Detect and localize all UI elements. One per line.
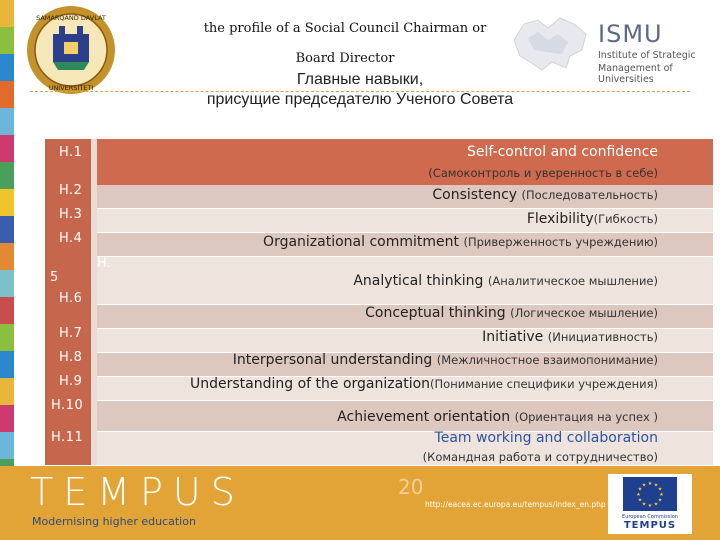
competency-ru: (Логическое мышление) (510, 306, 658, 320)
title-line-2: Board Director (295, 51, 395, 66)
competency-en: Team working and collaboration (434, 430, 658, 446)
competency-en: Conceptual thinking (365, 305, 506, 321)
competency-ru: (Ориентация на успех ) (514, 410, 658, 424)
eu-caption: European Commission (622, 514, 678, 520)
row-id: H.8 (59, 350, 83, 365)
competency-ru: (Самоконтроль и уверенность в себе) (428, 166, 658, 180)
table-row (467, 144, 658, 160)
ismu-subtitle-1: Institute of Strategic (598, 50, 696, 61)
competency-table (45, 139, 713, 465)
row-id-fragment: H. (97, 256, 111, 271)
svg-text:★: ★ (657, 497, 663, 504)
competency-en: Interpersonal understanding (232, 352, 433, 368)
svg-text:UNIVERSITETI: UNIVERSITETI (48, 84, 94, 92)
eu-flag-icon (623, 477, 677, 511)
row-id: H.3 (59, 207, 83, 222)
row-id: H.1 (59, 145, 83, 160)
table-row (482, 329, 658, 345)
competency-ru: (Приверженность учреждению) (463, 235, 658, 249)
competency-en: Self-control and confidence (466, 144, 658, 160)
competency-ru: (Гибкость) (593, 212, 658, 226)
svg-text:★: ★ (657, 486, 663, 493)
svg-text:★: ★ (636, 492, 641, 498)
svg-text:★: ★ (659, 492, 664, 498)
left-color-stripe (0, 0, 14, 540)
europe-map-icon (508, 10, 594, 76)
eu-tempus-label: TEMPUS (623, 520, 677, 531)
svg-text:★: ★ (641, 501, 647, 508)
svg-text:SAMARQAND DAVLAT: SAMARQAND DAVLAT (36, 14, 106, 22)
competency-ru: (Межличностное взаимопонимание) (436, 353, 658, 367)
competency-ru: (Последовательность) (521, 188, 658, 202)
svg-text:★: ★ (641, 482, 647, 489)
table-row (263, 234, 658, 250)
row-id: H.9 (59, 374, 83, 389)
row-id-fragment: 5 (50, 270, 59, 285)
subtitle-line-1: Главные навыки, (296, 71, 424, 88)
competency-ru: (Понимание специфики учреждения) (430, 377, 658, 391)
competency-en: Understanding of the organization (190, 376, 431, 392)
svg-text:★: ★ (637, 497, 643, 504)
svg-text:★: ★ (653, 501, 659, 508)
ismu-acronym: ISMU (598, 20, 663, 48)
competency-en: Flexibility (526, 211, 594, 227)
table-row (353, 273, 658, 289)
row-id: H.7 (59, 326, 83, 341)
competency-en: Consistency (432, 187, 518, 203)
title-line-1: the profile of a Social Council Chairman or (203, 21, 487, 36)
table-row (190, 376, 658, 392)
slide-title (190, 14, 500, 74)
table-row (233, 352, 658, 368)
subtitle-line-2: присущие председателю Ученого Совета (206, 91, 514, 108)
table-row (435, 430, 658, 446)
tempus-tagline: Modernising higher education (32, 515, 196, 528)
svg-text:★: ★ (647, 503, 653, 509)
row-id: H.4 (59, 231, 83, 246)
svg-text:★: ★ (637, 486, 643, 493)
russian-subtitle (160, 70, 560, 110)
competency-en: Organizational commitment (263, 234, 459, 250)
tempus-wordmark: TEMPUS (30, 470, 245, 514)
row-id: H.6 (59, 291, 83, 306)
competency-ru: (Аналитическое мышление) (487, 274, 658, 288)
anniversary-mark: 20 (398, 475, 424, 499)
table-row (365, 305, 658, 321)
svg-text:★: ★ (647, 481, 653, 487)
tempus-url-link[interactable]: http://eacea.ec.europa.eu/tempus/index_en.php (425, 500, 606, 509)
competency-ru: (Инициативность) (547, 330, 658, 344)
table-row (527, 211, 658, 227)
row-id: H.2 (59, 183, 83, 198)
competency-en: Analytical thinking (353, 273, 484, 289)
divider (30, 91, 690, 92)
tempus-footer (0, 466, 720, 540)
competency-ru: (Командная работа и сотрудничество) (422, 450, 658, 464)
row-id: H.11 (51, 430, 84, 445)
competency-en: Initiative (482, 329, 544, 345)
eu-tempus-logo (608, 474, 692, 534)
university-logo (20, 4, 122, 96)
svg-text:★: ★ (653, 482, 659, 489)
table-row (432, 187, 658, 203)
competency-en: Achievement orientation (337, 409, 511, 425)
table-row (337, 409, 658, 425)
ismu-subtitle-2: Management of Universities (598, 63, 673, 85)
row-id: H.10 (51, 398, 84, 413)
